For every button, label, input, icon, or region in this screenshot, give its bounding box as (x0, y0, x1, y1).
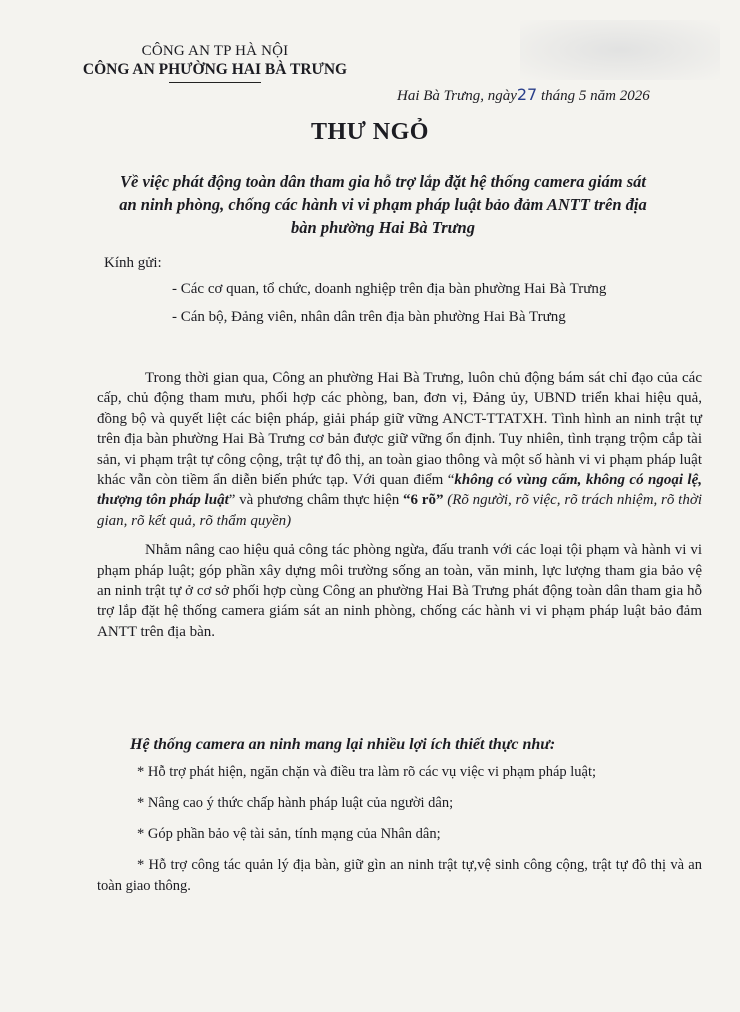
agency-header (70, 42, 360, 83)
paragraph-1 (97, 368, 702, 531)
document-subject (80, 170, 686, 239)
recipient-list (172, 275, 606, 331)
six-clear-detail: (Rõ người, rõ việc, rõ trách nhiệm, rõ thời gian, rõ kết quả, rõ thẩm quyền) (97, 492, 703, 529)
dateline (397, 85, 650, 105)
paragraph-1-quote: không có vùng cấm, không có ngoại lệ, thượng tôn pháp luật (97, 472, 702, 509)
paragraph-2: Nhằm nâng cao hiệu quả công tác phòng ngừa, đấu tranh với các loại tội phạm và hành vi vi phạm pháp luật; góp phần xây dựng môi trường sống an toàn, văn minh, lực lượng tham gia bảo vệ an ninh trật tự ở cơ sở phối hợp cùng Công an phường Hai Bà Trưng phát động toàn dân tham gia hỗ trợ lắp đặt hệ thống camera giám sát an ninh phòng, chống các hành vi vi phạm pháp luật bảo đảm ANTT trên địa bàn. (97, 542, 702, 640)
date-day-handwritten: 27 (516, 85, 538, 104)
six-clear-motto: “6 rõ” (403, 492, 444, 509)
letter-body (97, 368, 702, 651)
benefit-item: * Hỗ trợ phát hiện, ngăn chặn và điều tra làm rõ các vụ việc vi phạm pháp luật; (137, 764, 597, 780)
benefit-item: * Nâng cao ý thức chấp hành pháp luật của người dân; (137, 795, 454, 811)
recipient-item: - Cán bộ, Đảng viên, nhân dân trên địa bàn phường Hai Bà Trưng (172, 309, 566, 325)
benefit-item: * Hỗ trợ công tác quản lý địa bàn, giữ gìn an ninh trật tự,vệ sinh công cộng, trật tự đô thị và an toàn giao thông. (97, 857, 702, 894)
date-month: tháng 5 (540, 88, 587, 104)
paragraph-1-text: Trong thời gian qua, Công an phường Hai Bà Trưng, luôn chủ động bám sát chỉ đạo của các cấp, chủ động tham mưu, phối hợp các phòng, ban, đơn vị, Đảng ủy, UBND triển khai hiệu quả, đồng bộ và quyết liệt các biện pháp, giải pháp giữ vững ANCT-TTATXH. Tình hình an ninh trật tự trên địa bàn phường Hai Bà Trưng cơ bản được giữ vững ổn định. Tuy nhiên, tình trạng trộm cắp tài sản, vi phạm trật tự công cộng, trật tự đô thị, an toàn giao thông và một số hành vi vi phạm pháp luật khác vẫn còn tiềm ẩn diễn biến phức tạp. Với quan điểm “ (97, 370, 702, 489)
agency-unit: CÔNG AN PHƯỜNG HAI BÀ TRƯNG (82, 61, 348, 78)
salutation: Kính gửi: (104, 255, 162, 271)
subject-line-2: an ninh phòng, chống các hành vi vi phạm pháp luật bảo đảm ANTT trên địa (119, 195, 647, 214)
benefits-list (97, 762, 702, 907)
subject-line-3: bàn phường Hai Bà Trưng (291, 218, 475, 237)
benefits-heading: Hệ thống camera an ninh mang lại nhiều lợi ích thiết thực như: (130, 736, 556, 753)
recipient-item: - Các cơ quan, tổ chức, doanh nghiệp trên địa bàn phường Hai Bà Trưng (172, 281, 607, 297)
subject-line-1: Về việc phát động toàn dân tham gia hỗ trợ lắp đặt hệ thống camera giám sát (120, 172, 646, 191)
date-prefix: Hai Bà Trưng, ngày (397, 88, 517, 104)
paragraph-1-text-2: ” và phương châm thực hiện (228, 492, 404, 509)
date-year: năm 2026 (590, 88, 650, 104)
agency-parent: CÔNG AN TP HÀ NỘI (141, 43, 289, 59)
benefit-item: * Góp phần bảo vệ tài sản, tính mạng của Nhân dân; (137, 826, 441, 842)
document-title: THƯ NGỎ (311, 119, 429, 145)
agency-underline (169, 82, 261, 83)
paper-stain (520, 20, 720, 80)
